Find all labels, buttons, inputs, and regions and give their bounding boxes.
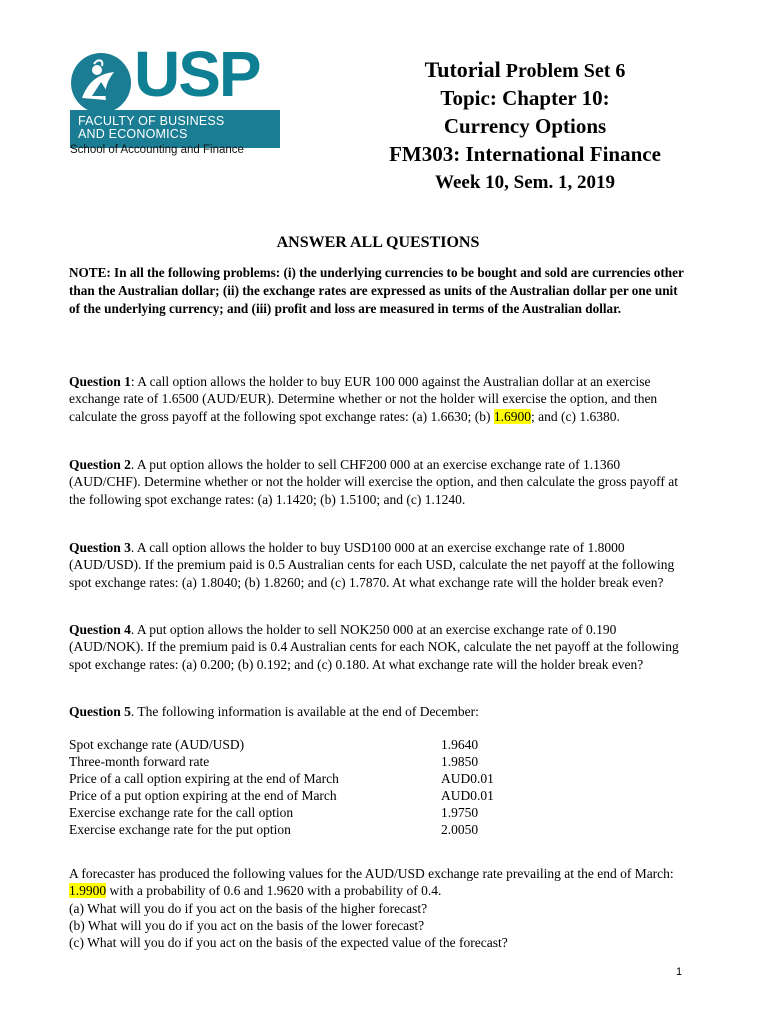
question-1-highlight: 1.6900 [493,408,531,424]
table-row [69,753,669,770]
tutorial-word: Tutorial [424,57,501,82]
subject: Currency Options [443,114,607,138]
row-label: Spot exchange rate (AUD/USD) [69,737,245,752]
row-value: 2.0050 [441,822,479,837]
table-row [69,804,669,821]
question-2-label: Question 2 [69,457,131,472]
question-4-label: Question 4 [69,622,131,637]
forecast-highlight: 1.9900 [69,883,107,899]
question-1-text-end: ; and (c) 1.6380. [531,408,620,424]
row-value: 1.9850 [441,754,479,769]
table-row [69,787,669,804]
note-paragraph: NOTE: In all the following problems: (i) the underlying currencies to be bought and sold are currencies other than the Australian dollar; (ii) the exchange rates are expressed as units of the Australian dollar per one unit of the underlying currency; and (iii) profit and loss are measured in terms of the Australian dollar. [69,265,684,316]
row-label: Three-month forward rate [69,754,210,769]
row-label: Price of a call option expiring at the end of March [69,771,339,786]
table-row [69,736,669,753]
page-number: 1 [676,966,683,978]
question-5-label: Question 5 [69,704,131,719]
week: Week 10, Sem. 1, 2019 [435,172,615,193]
row-value: 1.9640 [441,737,479,752]
usp-logo [70,38,285,160]
question-4 [69,621,689,673]
part-c: (c) What will you do if you act on the basis of the expected value of the forecast? [69,935,508,951]
faculty-banner [70,110,280,148]
row-label: Exercise exchange rate for the call option [69,805,294,820]
question-5-table [0,736,768,846]
question-3-text: . A call option allows the holder to buy USD100 000 at an exercise exchange rate of 1.8000 (AUD/USD). If the premium paid is 0.5 Australian cents for each USD, calculate the net payoff at the following spot exchange rates: (a) 1.8040; (b) 1.8260; and (c) 1.7870. At what exchange rate will the holder break even? [69,540,675,590]
part-b: (b) What will you do if you act on the basis of the lower forecast? [69,917,425,933]
row-value: AUD0.01 [441,788,494,803]
title-block [375,57,675,196]
forecast-text-end: with a probability of 0.6 and 1.9620 with a probability of 0.4. [106,883,442,899]
question-3 [69,539,689,591]
question-3-label: Question 3 [69,540,131,555]
problem-set: Problem Set 6 [505,60,626,82]
row-label: Exercise exchange rate for the put option [69,822,291,837]
row-value: 1.9750 [441,805,479,820]
question-5 [69,703,689,720]
question-5-text: . The following information is available at the end of December: [130,704,479,719]
question-4-text: . A put option allows the holder to sell NOK250 000 at an exercise exchange rate of 0.190 (AUD/NOK). If the premium paid is 0.4 Australian cents for each NOK, calculate the net payoff at the following spot exchange rates: (a) 0.200; (b) 0.192; and (c) 0.180. At what exchange rate will the holder break even? [69,622,679,672]
course: FM303: International Finance [389,142,661,166]
question-1-text: : A call option allows the holder to buy EUR 100 000 against the Australian dollar at an exercise exchange rate of 1.6500 (AUD/EUR). Determine whether or not the holder will exercise the option, and then calculate the gross payoff at the following spot exchange rates: (a) 1.6630; (b) [69,374,658,424]
faculty-line-1: FACULTY OF BUSINESS [78,114,225,128]
part-a: (a) What will you do if you act on the basis of the higher forecast? [69,900,428,916]
question-2-text: . A put option allows the holder to sell CHF200 000 at an exercise exchange rate of 1.1360 (AUD/CHF). Determine whether or not the holder will exercise the option, and then calculate the gross payoff at the following spot exchange rates: (a) 1.1420; (b) 1.5100; and (c) 1.1240. [69,457,678,507]
forecast-text: A forecaster has produced the following values for the AUD/USD exchange rate prevailing at the end of March: [69,866,674,881]
faculty-line-2: AND ECONOMICS [78,127,188,141]
school-name: School of Accounting and Finance [70,144,244,156]
table-row [69,821,669,838]
question-2 [69,456,689,508]
tutorial-title [375,57,675,84]
row-label: Price of a put option expiring at the end of March [69,788,337,803]
section-heading: ANSWER ALL QUESTIONS [276,234,480,251]
usp-wordmark: USP [134,38,260,110]
question-1 [69,373,689,425]
row-value: AUD0.01 [441,771,494,786]
table-row [69,770,669,787]
forecast-paragraph [69,865,689,951]
question-1-label: Question 1 [69,374,131,389]
usp-emblem-icon [70,52,132,114]
topic: Topic: Chapter 10: [440,86,610,110]
